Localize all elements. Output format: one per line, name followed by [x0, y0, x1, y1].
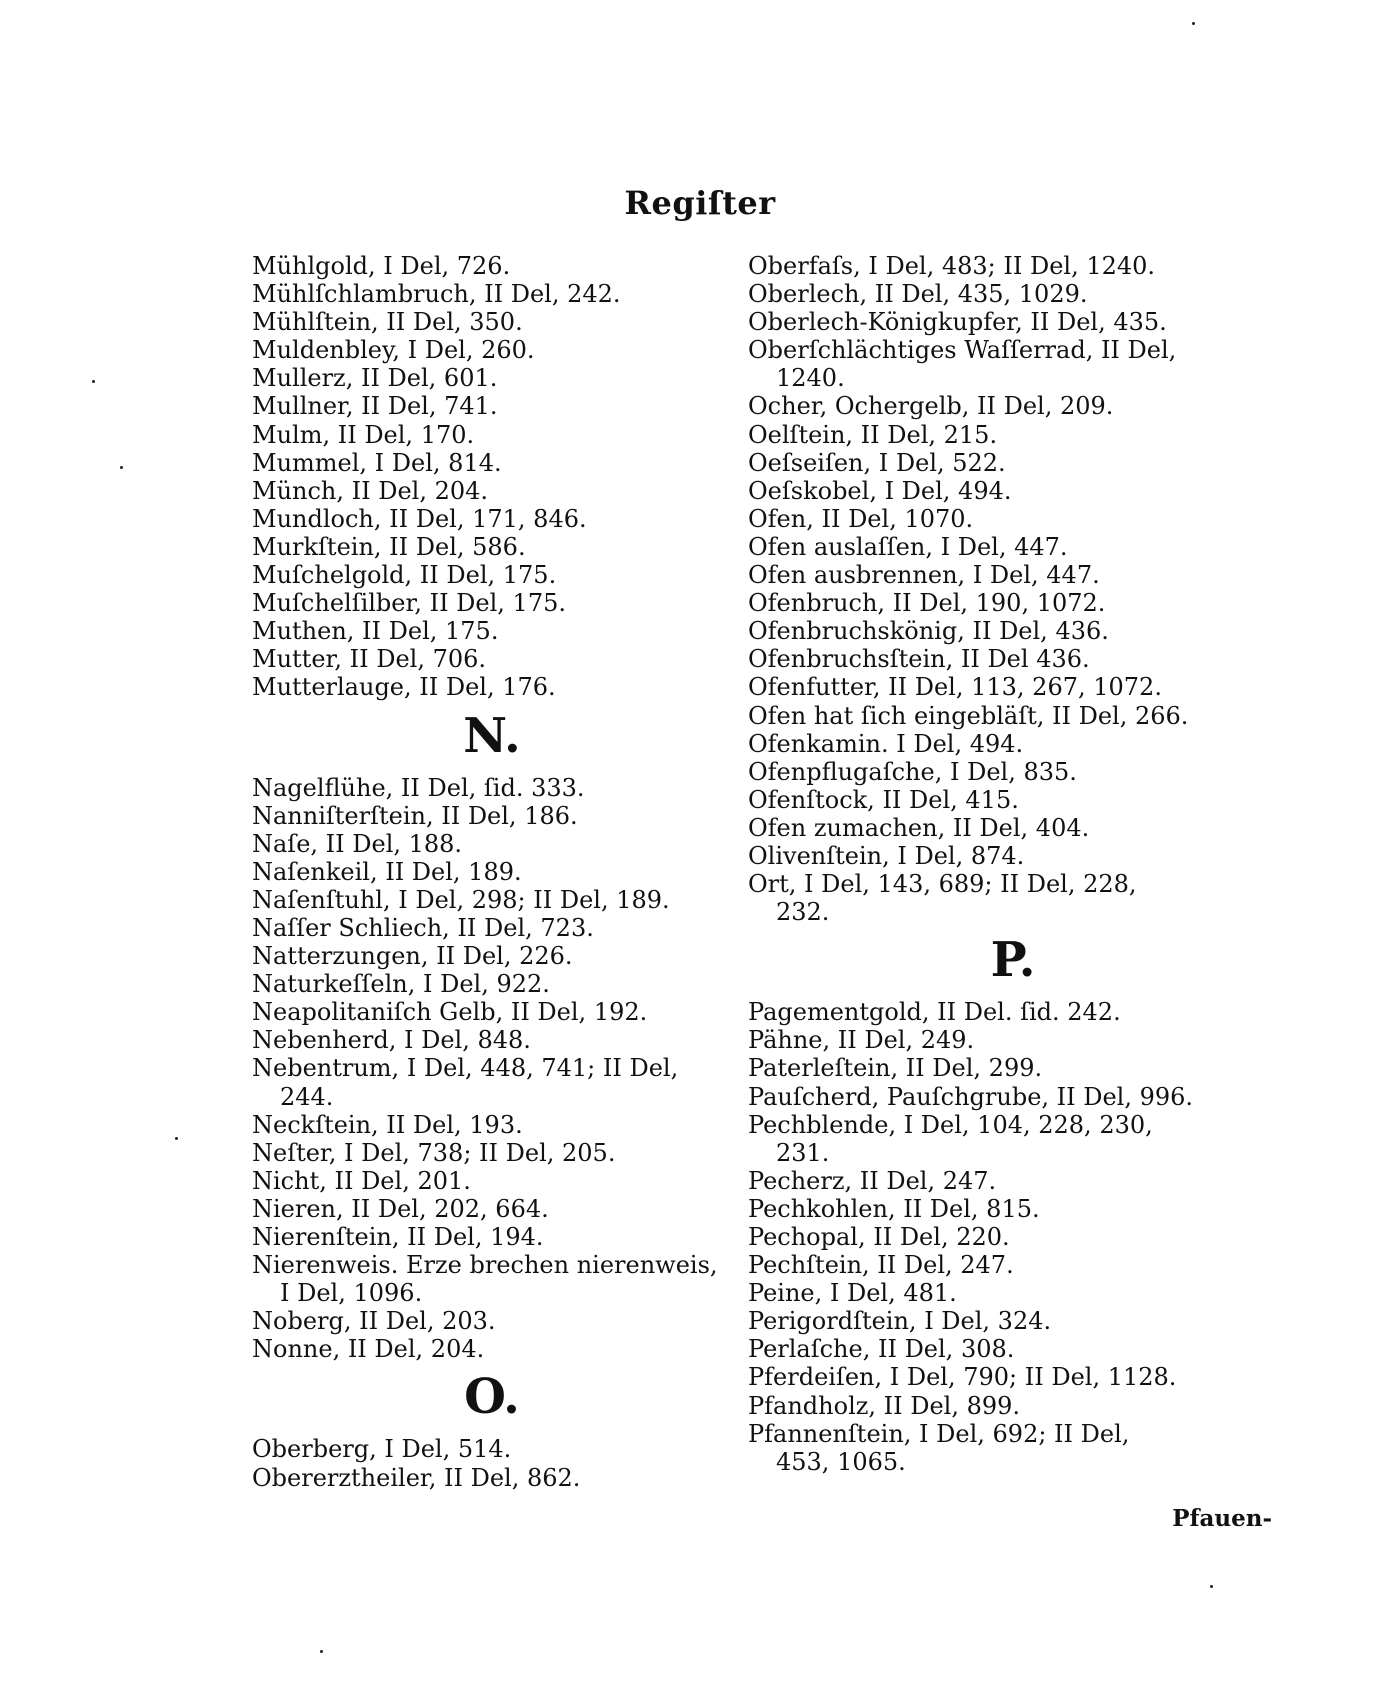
index-entry-text: Mummel, I Del, 814. [252, 448, 502, 477]
section-letter: P. [990, 932, 1036, 989]
index-entry [252, 830, 732, 858]
index-entry-text: Ofenbruchskönig, II Del, 436. [748, 617, 1109, 646]
index-entry [748, 758, 1278, 786]
index-entry-continuation: I Del, 1096. [280, 1279, 423, 1308]
index-entry-text: Münch, II Del, 204. [252, 476, 489, 505]
index-entry [252, 914, 732, 942]
index-entry-text: Ofen ausbrennen, I Del, 447. [748, 561, 1100, 590]
index-entry [748, 870, 1278, 926]
print-speck [92, 380, 95, 383]
index-entry-text: Pagementgold, II Del. ſid. 242. [748, 998, 1121, 1027]
index-entry [748, 308, 1278, 336]
index-entry [748, 1335, 1278, 1363]
index-entry [748, 336, 1278, 392]
index-entry-text: Naſenkeil, II Del, 189. [252, 857, 522, 886]
index-entry [748, 645, 1278, 673]
index-entry-text: Mundloch, II Del, 171, 846. [252, 504, 587, 533]
index-entry [748, 1307, 1278, 1335]
index-entry-text: Mühlgold, I Del, 726. [252, 252, 511, 280]
index-entry [748, 1195, 1278, 1223]
print-speck [1192, 22, 1195, 25]
index-entry-continuation: 1240. [776, 364, 845, 393]
index-entry [748, 1026, 1278, 1054]
page-header: Regiſter [624, 184, 776, 222]
index-entry [252, 1464, 732, 1492]
index-entry-text: Muſchelſilber, II Del, 175. [252, 589, 566, 618]
index-entry [252, 308, 732, 336]
index-entry-text: Naturkeſſeln, I Del, 922. [252, 970, 550, 999]
catchword: Pfauen- [1172, 1505, 1272, 1532]
index-entry [252, 561, 732, 589]
index-entry-text: Nanniſterſtein, II Del, 186. [252, 801, 578, 830]
index-entry [252, 1139, 732, 1167]
index-entry [748, 842, 1278, 870]
index-entry [252, 364, 732, 392]
index-entry-text: Ofenbruch, II Del, 190, 1072. [748, 589, 1106, 618]
index-entry-text: Neſter, I Del, 738; II Del, 205. [252, 1138, 616, 1167]
index-entry [748, 1420, 1278, 1476]
index-entry-text: Obererztheiler, II Del, 862. [252, 1463, 581, 1492]
index-entry [748, 1167, 1278, 1195]
index-entry-text: Perlaſche, II Del, 308. [748, 1335, 1015, 1364]
index-entry-text: Mühlſchlambruch, II Del, 242. [252, 280, 621, 309]
index-entry [252, 886, 732, 914]
index-entry-text: Oberſchlächtiges Waſſerrad, II Del, [748, 336, 1177, 365]
index-entry [252, 1054, 732, 1110]
index-entry-text: Ocher, Ochergelb, II Del, 209. [748, 392, 1114, 421]
index-entry-text: Pecherz, II Del, 247. [748, 1166, 997, 1195]
index-entry [748, 1392, 1278, 1420]
index-entry [748, 814, 1278, 842]
index-entry-text: Pfannenſtein, I Del, 692; II Del, [748, 1419, 1130, 1448]
index-entry-text: Mulm, II Del, 170. [252, 420, 475, 449]
section-letter: N. [463, 707, 521, 764]
index-entry [748, 673, 1278, 701]
index-entry [252, 1223, 732, 1251]
index-entry [748, 1279, 1278, 1307]
index-entry [748, 252, 1278, 280]
index-entry [252, 589, 732, 617]
index-entry [748, 561, 1278, 589]
index-entry [252, 1167, 732, 1195]
index-entry-continuation: 453, 1065. [776, 1447, 906, 1476]
index-entry-text: Natterzungen, II Del, 226. [252, 942, 573, 971]
index-entry [252, 280, 732, 308]
print-speck [175, 1137, 178, 1140]
index-entry-text: Noberg, II Del, 203. [252, 1307, 496, 1336]
index-entry [748, 449, 1278, 477]
index-entry [252, 421, 732, 449]
index-entry-text: Olivenſtein, I Del, 874. [748, 841, 1025, 870]
index-entry-text: Mullner, II Del, 741. [252, 392, 498, 421]
index-entry-text: Ofenbruchsſtein, II Del 436. [748, 645, 1090, 674]
index-entry [748, 421, 1278, 449]
index-entry [252, 1251, 732, 1307]
index-entry-text: Naſſer Schliech, II Del, 723. [252, 913, 594, 942]
index-entry-text: Paterleſtein, II Del, 299. [748, 1054, 1043, 1083]
right-column [748, 252, 1278, 1476]
index-entry [252, 505, 732, 533]
index-entry [252, 998, 732, 1026]
index-entry-text: Nebenherd, I Del, 848. [252, 1026, 531, 1055]
index-entry-text: Pechopal, II Del, 220. [748, 1223, 1010, 1251]
left-column [252, 252, 732, 1492]
index-entry-text: Ofenſtock, II Del, 415. [748, 785, 1019, 814]
index-entry-text: Muthen, II Del, 175. [252, 617, 499, 646]
index-entry [252, 774, 732, 802]
index-entry-text: Pauſcherd, Pauſchgrube, II Del, 996. [748, 1082, 1194, 1111]
index-entry [748, 533, 1278, 561]
index-entry-text: Pechblende, I Del, 104, 228, 230, [748, 1110, 1153, 1139]
index-entry [748, 730, 1278, 758]
index-entry [748, 1223, 1278, 1251]
index-entry-text: Ofen hat ſich eingebläſt, II Del, 266. [748, 701, 1189, 730]
index-entry-text: Oberberg, I Del, 514. [252, 1435, 512, 1464]
index-entry [252, 1195, 732, 1223]
index-entry-text: Oberlech, II Del, 435, 1029. [748, 280, 1088, 309]
index-entry-text: Neapolitaniſch Gelb, II Del, 192. [252, 998, 648, 1027]
index-entry [748, 1363, 1278, 1391]
index-entry [748, 702, 1278, 730]
index-entry-text: Nierenweis. Erze brechen nierenweis, [252, 1251, 718, 1280]
index-entry [748, 786, 1278, 814]
index-entry [252, 617, 732, 645]
index-entry-text: Ofen zumachen, II Del, 404. [748, 813, 1090, 842]
index-entry-text: Pähne, II Del, 249. [748, 1026, 975, 1055]
index-entry-text: Ofen auslaſſen, I Del, 447. [748, 532, 1068, 561]
index-entry [252, 645, 732, 673]
index-entry-text: Neckſtein, II Del, 193. [252, 1110, 523, 1139]
index-entry [748, 392, 1278, 420]
index-entry [252, 252, 732, 280]
index-entry [252, 533, 732, 561]
index-entry [252, 1335, 732, 1363]
index-entry-text: Murkſtein, II Del, 586. [252, 532, 526, 561]
index-entry-text: Pechkohlen, II Del, 815. [748, 1194, 1040, 1223]
index-entry [748, 505, 1278, 533]
section-letter: O. [464, 1369, 520, 1426]
index-entry-text: Pechſtein, II Del, 247. [748, 1251, 1014, 1280]
index-entry-continuation: 231. [776, 1138, 830, 1167]
index-entry [252, 392, 732, 420]
index-entry-text: Ofen, II Del, 1070. [748, 504, 974, 533]
index-entry [252, 336, 732, 364]
index-entry [252, 1111, 732, 1139]
index-entry-text: Oeſskobel, I Del, 494. [748, 476, 1012, 505]
index-entry-text: Ofenpflugaſche, I Del, 835. [748, 757, 1077, 786]
index-entry [252, 1307, 732, 1335]
index-entry [252, 477, 732, 505]
index-entry [252, 1026, 732, 1054]
index-entry [748, 1083, 1278, 1111]
index-entry-text: Pferdeiſen, I Del, 790; II Del, 1128. [748, 1363, 1177, 1392]
index-entry-text: Nicht, II Del, 201. [252, 1166, 471, 1195]
index-entry-text: Pfandholz, II Del, 899. [748, 1391, 1021, 1420]
print-speck [1210, 1585, 1213, 1588]
index-entry-text: Muldenbley, I Del, 260. [252, 336, 535, 365]
index-entry-text: Oelſtein, II Del, 215. [748, 420, 998, 449]
index-entry-text: Mühlſtein, II Del, 350. [252, 308, 523, 337]
index-entry [252, 802, 732, 830]
index-entry-text: Nierenſtein, II Del, 194. [252, 1223, 544, 1251]
index-entry-continuation: 244. [280, 1082, 334, 1111]
index-entry-text: Mullerz, II Del, 601. [252, 364, 498, 393]
print-speck [120, 466, 123, 469]
index-entry-text: Oeſseiſen, I Del, 522. [748, 448, 1006, 477]
print-speck [320, 1650, 323, 1653]
index-entry [748, 280, 1278, 308]
index-entry [748, 1054, 1278, 1082]
index-entry-text: Naſenſtuhl, I Del, 298; II Del, 189. [252, 885, 670, 914]
index-entry-text: Mutter, II Del, 706. [252, 645, 487, 674]
index-entry [748, 1111, 1278, 1167]
index-entry-text: Oberfaſs, I Del, 483; II Del, 1240. [748, 252, 1156, 280]
index-entry-text: Oberlech-Königkupfer, II Del, 435. [748, 308, 1167, 337]
index-entry [252, 858, 732, 886]
index-entry [252, 673, 732, 701]
index-entry-text: Naſe, II Del, 188. [252, 829, 463, 858]
index-entry [748, 477, 1278, 505]
index-entry-text: Muſchelgold, II Del, 175. [252, 561, 557, 590]
index-entry [252, 942, 732, 970]
index-entry-text: Nebentrum, I Del, 448, 741; II Del, [252, 1054, 679, 1083]
index-entry [748, 998, 1278, 1026]
index-entry [252, 970, 732, 998]
index-entry-text: Perigordſtein, I Del, 324. [748, 1307, 1052, 1336]
index-entry-text: Mutterlauge, II Del, 176. [252, 673, 556, 702]
index-entry-text: Nonne, II Del, 204. [252, 1335, 485, 1364]
index-entry-text: Nieren, II Del, 202, 664. [252, 1194, 549, 1223]
index-entry-text: Ofenkamin. I Del, 494. [748, 729, 1024, 758]
index-entry [252, 449, 732, 477]
index-entry-text: Peine, I Del, 481. [748, 1279, 957, 1308]
index-entry-text: Ofenfutter, II Del, 113, 267, 1072. [748, 673, 1162, 702]
index-entry [252, 1435, 732, 1463]
index-entry-text: Nagelflühe, II Del, ſid. 333. [252, 773, 585, 802]
index-entry [748, 1251, 1278, 1279]
index-entry [748, 617, 1278, 645]
index-entry-text: Ort, I Del, 143, 689; II Del, 228, [748, 870, 1137, 899]
index-entry-continuation: 232. [776, 898, 830, 927]
index-entry [748, 589, 1278, 617]
